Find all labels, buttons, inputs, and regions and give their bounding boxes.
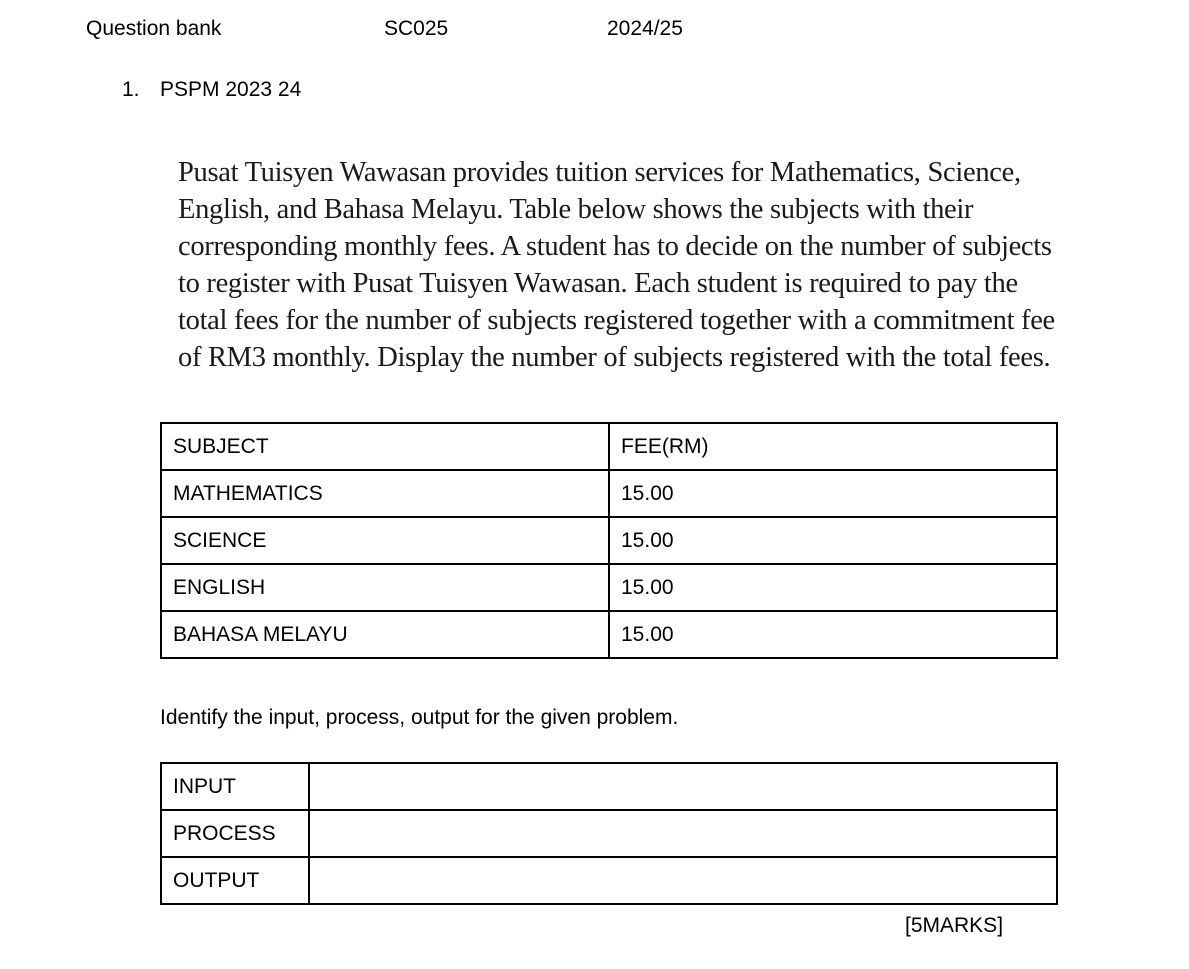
scanned-text-line: total fees for the number of subjects registered together with a commitment fee xyxy=(178,305,1055,336)
column-header-fee: FEE(RM) xyxy=(609,423,1057,470)
subject-cell: SCIENCE xyxy=(161,517,609,564)
fee-cell: 15.00 xyxy=(609,611,1057,658)
table-row xyxy=(161,611,1057,658)
ipo-row-input xyxy=(161,763,1057,810)
ipo-label-input: INPUT xyxy=(161,763,309,810)
ipo-instruction: Identify the input, process, output for the given problem. xyxy=(160,706,679,729)
table-row xyxy=(161,470,1057,517)
ipo-row-output xyxy=(161,857,1057,904)
table-row xyxy=(161,517,1057,564)
scanned-text-line: of RM3 monthly. Display the number of subjects registered with the total fees. xyxy=(178,342,1051,373)
subject-cell: ENGLISH xyxy=(161,564,609,611)
question-title: PSPM 2023 24 xyxy=(160,78,302,101)
header-session: 2024/25 xyxy=(607,17,683,40)
table-row xyxy=(161,564,1057,611)
ipo-answer-process[interactable] xyxy=(309,810,1057,857)
ipo-label-output: OUTPUT xyxy=(161,857,309,904)
subject-cell: MATHEMATICS xyxy=(161,470,609,517)
scanned-text-line: Pusat Tuisyen Wawasan provides tuition services for Mathematics, Science, xyxy=(178,157,1021,188)
scanned-text-line: corresponding monthly fees. A student has to decide on the number of subjects xyxy=(178,231,1052,262)
ipo-label-process: PROCESS xyxy=(161,810,309,857)
table-header-row xyxy=(161,423,1057,470)
ipo-answer-input[interactable] xyxy=(309,763,1057,810)
question-number: 1. xyxy=(122,78,140,101)
header-course-code: SC025 xyxy=(384,17,449,40)
scanned-text-line: English, and Bahasa Melayu. Table below shows the subjects with their xyxy=(178,194,974,225)
marks-label: [5MARKS] xyxy=(905,914,1004,937)
question-scanned-text xyxy=(178,154,1098,376)
ipo-table xyxy=(160,762,1058,905)
scanned-text-line: to register with Pusat Tuisyen Wawasan. Each student is required to pay the xyxy=(178,268,1018,299)
column-header-subject: SUBJECT xyxy=(161,423,609,470)
fee-cell: 15.00 xyxy=(609,564,1057,611)
ipo-answer-output[interactable] xyxy=(309,857,1057,904)
subject-fee-table xyxy=(160,422,1058,659)
subject-cell: BAHASA MELAYU xyxy=(161,611,609,658)
fee-cell: 15.00 xyxy=(609,517,1057,564)
ipo-row-process xyxy=(161,810,1057,857)
header-title: Question bank xyxy=(86,17,222,40)
fee-cell: 15.00 xyxy=(609,470,1057,517)
